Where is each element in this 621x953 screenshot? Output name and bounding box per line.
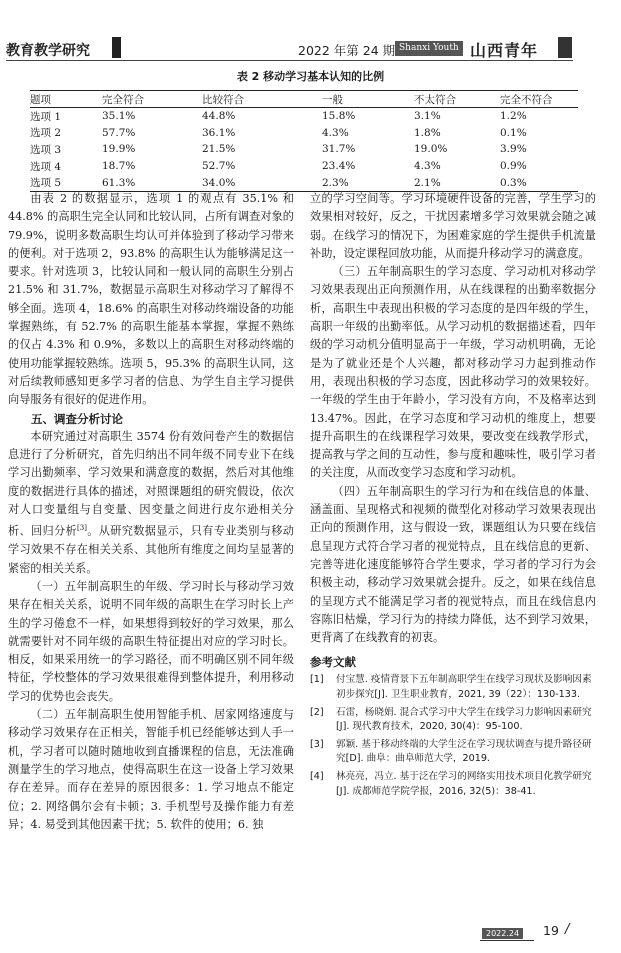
- table-cell: 21.5%: [202, 143, 236, 156]
- column-header: 完全不符合: [500, 91, 578, 108]
- table-row: [30, 141, 578, 158]
- body-paragraph: 由表 2 的数据显示，选项 1 的观点有 35.1% 和 44.8% 的高职生完全认同和比较认同，占所有调查对象的 79.9%，说明多数高职生均认可并体验到了移动学习带来的便利。对于选项 2，93.8% 的高职生认为能够满足这一要求。针对选项 3，比较认同和一般认同的高职生分别占 21.5% 和 31.7%，数据显示高职生对移动学习了解得不够全面。选项 4，18.6% 的高职生对移动终端设备的功能掌握熟练，有 52.7% 的高职生能基本掌握，掌握不熟练的仅占 4.3% 和 0.9%，多数以上的高职生对移动终端的使用功能掌握较熟练。选项 5，95.3% 的高职生认同，这对后续教师感知更多学习者的信息、为学生自主学习提供向导服务有很好的促进作用。: [8, 192, 294, 407]
- column-header: 题项: [30, 91, 102, 108]
- paragraph-text: 本研究通过对高职生 3574 份有效问卷产生的数据信息进行了分析研究，首先归纳出不同年级不同专业下在线学习出勤频率、学习效果和满意度的数据，然后对其他维度的数据进行具体的描述，对照课题组的研究假设，依次对人口变量组与自变量、因变量之间进行皮尔逊相关分析、回归分析: [8, 429, 294, 539]
- footer-rule: [480, 940, 534, 941]
- column-header: 完全符合: [102, 91, 202, 108]
- table-header-row: [30, 91, 578, 108]
- column-header: 不太符合: [414, 91, 500, 108]
- table-cell: 2.3%: [322, 174, 414, 191]
- header-bar-decoration: [112, 37, 121, 58]
- table-cell: 23.4%: [322, 160, 356, 173]
- table-cell: 31.7%: [322, 143, 356, 156]
- table-cell: 选项 5: [30, 174, 102, 191]
- table-cell: 0.1%: [500, 126, 527, 139]
- table-cell: 0.9%: [500, 160, 527, 173]
- table-cell: 4.3%: [414, 160, 441, 173]
- column-header: 比较符合: [202, 91, 322, 108]
- column-header: 一般: [322, 91, 414, 108]
- body-paragraph: （二）五年制高职生使用智能手机、居家网络速度与移动学习效果存在正相关，智能手机已经能够达到人手一机，学习者可以随时随地收到直播课程的信息，无法准确测量学生的学习地点，使得高职生在这一设备上学习效果存在差异。而存在差异的原因很多：1. 学习地点不能定位；2. 网络偶尔会有卡顿；3. 手机型号及操作能力有差异；4. 易受到其他因素干扰；5. 软件的使用；6. 独: [8, 708, 294, 831]
- right-text-column: [310, 190, 596, 802]
- table-cell: 选项 2: [30, 127, 62, 140]
- table-cell: 选项 3: [30, 143, 62, 156]
- journal-section-title: 教育教学研究: [6, 43, 90, 59]
- table-row: [30, 158, 578, 175]
- table-cell: 19.0%: [414, 143, 448, 156]
- reference-item: [310, 770, 596, 799]
- table-cell: 44.8%: [202, 110, 236, 123]
- reference-item: [310, 706, 596, 735]
- header-rule: [6, 60, 573, 61]
- publication-cn-logo: 山西青年: [470, 41, 539, 60]
- reference-text: 石雷，杨晓娟. 混合式学习中大学生在线学习力影响因素研究[J]. 现代教育技术，2020, 30(4)：95-100.: [336, 706, 592, 733]
- reference-item: [310, 738, 596, 767]
- reference-number: [4]: [310, 770, 324, 782]
- table-cell: 19.9%: [102, 143, 136, 156]
- table-cell: 1.8%: [414, 126, 441, 139]
- issue-badge: 2022.24: [482, 928, 523, 939]
- table-caption: 表 2 移动学习基本认知的比例: [236, 70, 385, 83]
- issue-label: 2022 年第 24 期: [298, 43, 396, 58]
- table-cell: 57.7%: [102, 126, 136, 139]
- body-paragraph: （四）五年制高职生的学习行为和在线信息的体量、涵盖面、呈现格式和视频的微型化对移动学习效果表现出正向的预测作用，这与假设一致，课题组认为只要在线信息呈现方式符合学习者的视觉特点，且在线信息的更新、完善等进化速度能够符合学生要求，学习者的学习行为会积极主动，移动学习效果就会提升。反之，如果在线信息的呈现方式不能满足学习者的视觉特点，而且在线信息内容陈旧枯燥，学习行为的持续力降低，达不到学习效果，更背离了在线教育的初衷。: [310, 484, 596, 645]
- reference-number: [3]: [310, 738, 324, 750]
- table-cell: 0.3%: [500, 174, 578, 191]
- header-block-decoration: [558, 37, 572, 58]
- table-cell: 61.3%: [102, 174, 202, 191]
- table-cell: 15.8%: [322, 110, 356, 123]
- page-number: 19: [543, 923, 559, 938]
- section-heading: 五、调查分析讨论: [31, 411, 123, 426]
- reference-number: [1]: [310, 674, 324, 686]
- body-paragraph: （一）五年制高职生的年级、学习时长与移动学习效果存在相关关系，说明不同年级的高职生在学习时长上产生的学习倦怠不一样，如果想得到较好的学习效果，那么就需要针对不同年级的高职生特征提出对应的学习时长。相反，如果采用统一的学习路径，而不明确区别不同年级特征，学校整体的学习效果很难得到整体提升，利用移动学习的优势也会丧失。: [8, 579, 294, 703]
- reference-text: 林亮亮，冯立. 基于泛在学习的网络实用技术项目化教学研究[J]. 成都师范学院学报，2016, 32(5)：38-41.: [336, 770, 592, 797]
- table-cell: 52.7%: [202, 160, 236, 173]
- references-heading: 参考文献: [310, 655, 356, 670]
- table-cell: 18.7%: [102, 160, 136, 173]
- table-cell: 1.2%: [500, 110, 527, 123]
- table-row: [30, 174, 578, 191]
- table-row: [30, 108, 578, 125]
- table-cell: 选项 4: [30, 160, 62, 173]
- body-paragraph: [8, 428, 294, 578]
- paragraph-text: 。从研究数据显示，只有专业类别与移动学习效果不存在相关关系、其他所有维度之间均呈显著的紧密的相关关系。: [8, 525, 294, 575]
- table-cell: 4.3%: [322, 126, 349, 139]
- body-paragraph: （三）五年制高职生的学习态度、学习动机对移动学习效果表现出正向预测作用，从在线课程的出勤率数据分析，高职生中表现出积极的学习态度的是四年级的学生，高职一年级的出勤率低。从学习动机的数据描述看，四年级的学习动机分值明显高于一年级，学习动机明确，无论是为了就业还是个人兴趣，都对移动学习力起到推动作用，表现出积极的学习态度，因此移动学习的效果较好。一年级的学生由于年龄小，学习没有方向，不及格率达到 13.47%。因此，在学习态度和学习动机的维度上，想要提升高职生的在线课程学习效果，要改变在线教学形式，提高教与学之间的互动性，参与度和趣味性，吸引学习者的关注度，从而改变学习态度和学习动机。: [310, 265, 596, 480]
- publication-en-badge: Shanxi Youth: [395, 41, 463, 56]
- table-cell: 3.1%: [414, 110, 441, 123]
- table-cell: 36.1%: [202, 126, 236, 139]
- data-table: [30, 90, 578, 192]
- body-paragraph: 立的学习空间等。学习环境硬件设备的完善，学生学习的效果相对较好，反之，干扰因素增多学习效果就会随之减弱。在线学习的情况下，为困难家庭的学生提供手机流量补助，设定课程回放功能，从而提升移动学习的满意度。: [310, 192, 596, 260]
- table-cell: 34.0%: [202, 174, 322, 191]
- reference-item: [310, 673, 596, 702]
- reference-number: [2]: [310, 706, 324, 718]
- left-text-column: [8, 190, 294, 834]
- table-cell: 选项 1: [30, 110, 62, 123]
- reference-text: 郭颖. 基于移动终端的大学生泛在学习现状调查与提升路径研究[D]. 曲阜：曲阜师范大学，2019.: [336, 738, 592, 765]
- citation-marker: [3]: [77, 524, 87, 533]
- table-row: [30, 125, 578, 142]
- table-cell: 2.1%: [414, 174, 500, 191]
- table-cell: 3.9%: [500, 143, 527, 156]
- reference-text: 付宝慧. 疫情背景下五年制高职学生在线学习现状及影响因素初步探究[J]. 卫生职业教育，2021, 39（22）：130-133.: [336, 674, 592, 701]
- table-cell: 35.1%: [102, 110, 136, 123]
- page-slash-decoration: /: [565, 922, 570, 937]
